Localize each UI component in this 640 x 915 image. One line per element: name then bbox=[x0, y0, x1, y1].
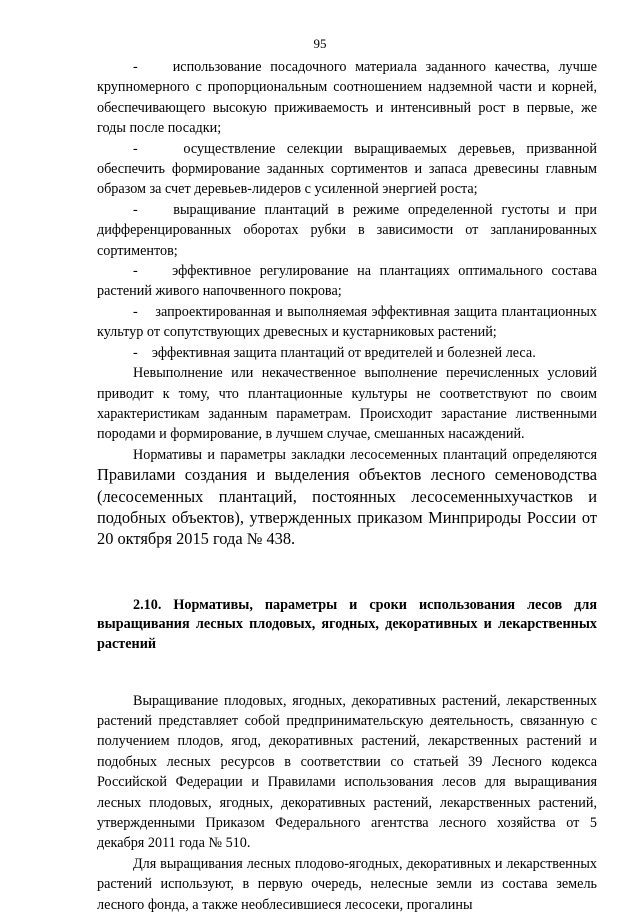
paragraph-nonfulfillment: Невыполнение или некачественное выполнение перечисленных условий приводит к тому, что плантационные культуры не соответствуют по своим характеристикам заданным параметрам. Происходит зарастание лиственными породами и формирование, в лучшем случае, смешанных насаждений. bbox=[97, 365, 597, 443]
list-item: - эффективная защита плантаций от вредителей и болезней леса. bbox=[133, 344, 536, 361]
paragraph-norms bbox=[97, 445, 597, 551]
section-paragraph: Выращивание плодовых, ягодных, декоративных растений, лекарственных растений представляет собой предпринимательскую деятельность, связанную с получением плодов, ягод, декоративных растений, лекарственных растений и подобных лесных ресурсов в соответствии со статьей 39 Лесного кодекса Российской Федерации и Правилами использования лесов для выращивания лесных плодовых, ягодных, декоративных растений, лекарственных растений, утвержденными Приказом Федерального агентства лесного хозяйства от 5 декабря 2011 года № 510. bbox=[97, 692, 597, 852]
list-item: - запроектированная и выполняемая эффективная защита плантационных культур от сопутствующих древесных и кустарниковых растений; bbox=[97, 303, 597, 341]
page-number: 95 bbox=[313, 36, 327, 51]
list-item: - осуществление селекции выращиваемых деревьев, призванной обеспечить формирование заданных сортиментов и запаса древесины главным образом за счет деревьев-лидеров с усиленной энергией роста; bbox=[97, 140, 597, 198]
section-heading: 2.10. Нормативы, параметры и сроки использования лесов для выращивания лесных плодовых, ягодных, декоративных и лекарственных растений bbox=[97, 596, 597, 652]
page-content bbox=[97, 57, 597, 915]
section-paragraph: Для выращивания лесных плодово-ягодных, декоративных и лекарственных растений используют, в первую очередь, нелесные земли из состава земель лесного фонда, а также необлесившиеся лесосеки, прогалины bbox=[97, 855, 597, 913]
paragraph-norms-lead: Нормативы и параметры закладки лесосеменных плантаций определяются bbox=[133, 446, 597, 463]
paragraph-norms-tail: Правилами создания и выделения объектов лесного семеноводства (лесосеменных плантаций, постоянных лесосеменныхучастков и подобных объектов), утвержденных приказом Минприроды России от 20 октября 2015 года № 438. bbox=[97, 465, 597, 549]
list-item: - использование посадочного материала заданного качества, лучше крупномерного с пропорциональным соотношением надземной части и корней, обеспечивающего высокую приживаемость и интенсивный рост в первые, же годы после посадки; bbox=[97, 59, 597, 137]
list-item: - выращивание плантаций в режиме определенной густоты и при дифференцированных оборотах рубки в зависимости от запланированных сортиментов; bbox=[97, 201, 597, 259]
list-item: - эффективное регулирование на плантациях оптимального состава растений живого напочвенного покрова; bbox=[97, 263, 597, 300]
